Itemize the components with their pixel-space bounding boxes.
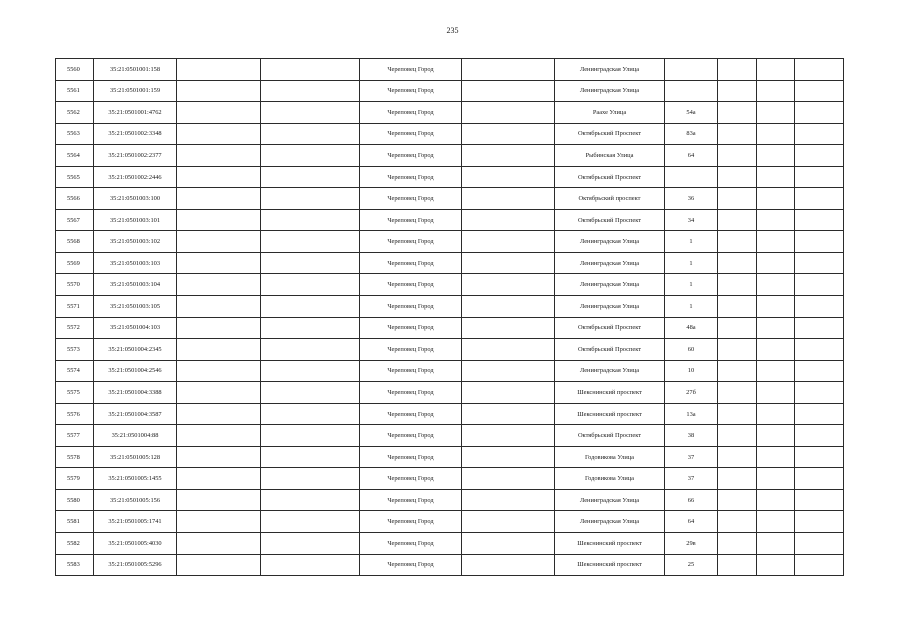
street-cell: Годовикова Улица — [555, 446, 665, 468]
empty-cell — [795, 425, 844, 447]
city-cell: Череповец Город — [360, 511, 462, 533]
table-row — [56, 59, 844, 81]
table-row — [56, 360, 844, 382]
street-cell: Октябрьский Проспект — [555, 209, 665, 231]
empty-cell — [795, 296, 844, 318]
house-number-cell: 38 — [665, 425, 718, 447]
street-cell: Октябрьский Проспект — [555, 339, 665, 361]
street-cell: Ленинградская Улица — [555, 511, 665, 533]
empty-cell — [718, 102, 757, 124]
empty-cell — [177, 252, 261, 274]
cadastral-number-cell: 35:21:0501005:156 — [94, 489, 177, 511]
street-cell: Ленинградская Улица — [555, 489, 665, 511]
empty-cell — [462, 209, 555, 231]
row-number-cell: 5567 — [56, 209, 94, 231]
table-row — [56, 533, 844, 555]
empty-cell — [795, 145, 844, 167]
empty-cell — [795, 80, 844, 102]
row-number-cell: 5576 — [56, 403, 94, 425]
city-cell: Череповец Город — [360, 252, 462, 274]
street-cell: Октябрьский Проспект — [555, 166, 665, 188]
empty-cell — [261, 382, 360, 404]
empty-cell — [462, 80, 555, 102]
empty-cell — [177, 533, 261, 555]
empty-cell — [462, 166, 555, 188]
empty-cell — [261, 166, 360, 188]
empty-cell — [795, 252, 844, 274]
empty-cell — [757, 166, 795, 188]
empty-cell — [757, 317, 795, 339]
cadastral-number-cell: 35:21:0501004:3587 — [94, 403, 177, 425]
row-number-cell: 5572 — [56, 317, 94, 339]
empty-cell — [757, 403, 795, 425]
row-number-cell: 5582 — [56, 533, 94, 555]
empty-cell — [718, 446, 757, 468]
empty-cell — [718, 317, 757, 339]
empty-cell — [462, 274, 555, 296]
street-cell: Шекснинский проспект — [555, 403, 665, 425]
table-row — [56, 123, 844, 145]
city-cell: Череповец Город — [360, 80, 462, 102]
empty-cell — [757, 468, 795, 490]
row-number-cell: 5577 — [56, 425, 94, 447]
street-cell: Раахе Улица — [555, 102, 665, 124]
table-body — [56, 59, 844, 576]
empty-cell — [757, 554, 795, 576]
empty-cell — [261, 317, 360, 339]
empty-cell — [177, 382, 261, 404]
empty-cell — [462, 188, 555, 210]
empty-cell — [795, 511, 844, 533]
empty-cell — [795, 446, 844, 468]
empty-cell — [177, 123, 261, 145]
house-number-cell: 83а — [665, 123, 718, 145]
empty-cell — [177, 403, 261, 425]
city-cell: Череповец Город — [360, 403, 462, 425]
empty-cell — [718, 231, 757, 253]
cadastral-number-cell: 35:21:0501004:103 — [94, 317, 177, 339]
table-row — [56, 102, 844, 124]
empty-cell — [795, 188, 844, 210]
street-cell: Октябрьский проспект — [555, 188, 665, 210]
empty-cell — [718, 274, 757, 296]
empty-cell — [795, 317, 844, 339]
table-row — [56, 382, 844, 404]
cadastral-number-cell: 35:21:0501001:4762 — [94, 102, 177, 124]
empty-cell — [462, 489, 555, 511]
empty-cell — [795, 59, 844, 81]
empty-cell — [462, 59, 555, 81]
empty-cell — [718, 554, 757, 576]
street-cell: Ленинградская Улица — [555, 252, 665, 274]
empty-cell — [462, 382, 555, 404]
empty-cell — [718, 468, 757, 490]
empty-cell — [718, 403, 757, 425]
empty-cell — [261, 446, 360, 468]
empty-cell — [462, 533, 555, 555]
city-cell: Череповец Город — [360, 489, 462, 511]
city-cell: Череповец Город — [360, 317, 462, 339]
empty-cell — [177, 317, 261, 339]
empty-cell — [718, 80, 757, 102]
row-number-cell: 5580 — [56, 489, 94, 511]
empty-cell — [261, 209, 360, 231]
empty-cell — [757, 446, 795, 468]
row-number-cell: 5561 — [56, 80, 94, 102]
empty-cell — [718, 188, 757, 210]
cadastral-number-cell: 35:21:0501004:2345 — [94, 339, 177, 361]
empty-cell — [757, 123, 795, 145]
house-number-cell — [665, 80, 718, 102]
empty-cell — [261, 102, 360, 124]
empty-cell — [718, 489, 757, 511]
street-cell: Октябрьский Проспект — [555, 123, 665, 145]
house-number-cell: 37 — [665, 446, 718, 468]
cadastral-number-cell: 35:21:0501005:1741 — [94, 511, 177, 533]
empty-cell — [718, 145, 757, 167]
empty-cell — [757, 489, 795, 511]
city-cell: Череповец Город — [360, 446, 462, 468]
city-cell: Череповец Город — [360, 425, 462, 447]
empty-cell — [757, 145, 795, 167]
row-number-cell: 5562 — [56, 102, 94, 124]
row-number-cell: 5564 — [56, 145, 94, 167]
empty-cell — [177, 425, 261, 447]
empty-cell — [177, 59, 261, 81]
empty-cell — [757, 296, 795, 318]
empty-cell — [757, 188, 795, 210]
empty-cell — [462, 339, 555, 361]
city-cell: Череповец Город — [360, 145, 462, 167]
empty-cell — [177, 339, 261, 361]
table-row — [56, 252, 844, 274]
empty-cell — [261, 188, 360, 210]
empty-cell — [177, 360, 261, 382]
house-number-cell: 66 — [665, 489, 718, 511]
empty-cell — [795, 489, 844, 511]
city-cell: Череповец Город — [360, 533, 462, 555]
cadastral-number-cell: 35:21:0501003:102 — [94, 231, 177, 253]
table-row — [56, 166, 844, 188]
house-number-cell: 64 — [665, 511, 718, 533]
empty-cell — [261, 145, 360, 167]
empty-cell — [177, 511, 261, 533]
empty-cell — [177, 188, 261, 210]
street-cell: Октябрьский Проспект — [555, 425, 665, 447]
cadastral-number-cell: 35:21:0501002:3348 — [94, 123, 177, 145]
empty-cell — [795, 102, 844, 124]
empty-cell — [757, 231, 795, 253]
row-number-cell: 5569 — [56, 252, 94, 274]
table-row — [56, 145, 844, 167]
table-row — [56, 403, 844, 425]
empty-cell — [795, 403, 844, 425]
row-number-cell: 5571 — [56, 296, 94, 318]
city-cell: Череповец Город — [360, 59, 462, 81]
table-row — [56, 339, 844, 361]
house-number-cell — [665, 166, 718, 188]
empty-cell — [718, 296, 757, 318]
row-number-cell: 5565 — [56, 166, 94, 188]
empty-cell — [795, 209, 844, 231]
city-cell: Череповец Город — [360, 360, 462, 382]
street-cell: Ленинградская Улица — [555, 274, 665, 296]
empty-cell — [177, 468, 261, 490]
empty-cell — [261, 360, 360, 382]
cadastral-number-cell: 35:21:0501003:105 — [94, 296, 177, 318]
empty-cell — [757, 80, 795, 102]
city-cell: Череповец Город — [360, 166, 462, 188]
empty-cell — [757, 252, 795, 274]
street-cell: Ленинградская Улица — [555, 80, 665, 102]
empty-cell — [261, 511, 360, 533]
empty-cell — [795, 274, 844, 296]
empty-cell — [718, 382, 757, 404]
empty-cell — [718, 123, 757, 145]
row-number-cell: 5568 — [56, 231, 94, 253]
city-cell: Череповец Город — [360, 554, 462, 576]
empty-cell — [261, 339, 360, 361]
empty-cell — [757, 59, 795, 81]
cadastral-number-cell: 35:21:0501003:103 — [94, 252, 177, 274]
empty-cell — [795, 360, 844, 382]
cadastral-number-cell: 35:21:0501005:4030 — [94, 533, 177, 555]
empty-cell — [718, 511, 757, 533]
house-number-cell: 29в — [665, 533, 718, 555]
street-cell: Октябрьский Проспект — [555, 317, 665, 339]
empty-cell — [177, 166, 261, 188]
empty-cell — [462, 123, 555, 145]
row-number-cell: 5560 — [56, 59, 94, 81]
street-cell: Ленинградская Улица — [555, 360, 665, 382]
row-number-cell: 5575 — [56, 382, 94, 404]
empty-cell — [462, 145, 555, 167]
empty-cell — [718, 533, 757, 555]
table-row — [56, 425, 844, 447]
house-number-cell: 60 — [665, 339, 718, 361]
empty-cell — [462, 317, 555, 339]
empty-cell — [462, 511, 555, 533]
empty-cell — [177, 145, 261, 167]
empty-cell — [462, 231, 555, 253]
empty-cell — [462, 252, 555, 274]
empty-cell — [718, 209, 757, 231]
empty-cell — [261, 59, 360, 81]
empty-cell — [261, 231, 360, 253]
empty-cell — [177, 102, 261, 124]
cadastral-number-cell: 35:21:0501004:2546 — [94, 360, 177, 382]
house-number-cell: 1 — [665, 252, 718, 274]
row-number-cell: 5574 — [56, 360, 94, 382]
empty-cell — [795, 468, 844, 490]
empty-cell — [261, 554, 360, 576]
empty-cell — [261, 123, 360, 145]
city-cell: Череповец Город — [360, 188, 462, 210]
table-row — [56, 274, 844, 296]
table-row — [56, 296, 844, 318]
empty-cell — [462, 468, 555, 490]
empty-cell — [177, 274, 261, 296]
empty-cell — [462, 446, 555, 468]
empty-cell — [177, 489, 261, 511]
city-cell: Череповец Город — [360, 382, 462, 404]
empty-cell — [261, 533, 360, 555]
cadastral-number-cell: 35:21:0501002:2446 — [94, 166, 177, 188]
city-cell: Череповец Город — [360, 468, 462, 490]
empty-cell — [718, 166, 757, 188]
empty-cell — [795, 339, 844, 361]
table-row — [56, 511, 844, 533]
empty-cell — [462, 554, 555, 576]
table-row — [56, 489, 844, 511]
empty-cell — [177, 231, 261, 253]
street-cell: Ленинградская Улица — [555, 59, 665, 81]
empty-cell — [462, 102, 555, 124]
city-cell: Череповец Город — [360, 123, 462, 145]
row-number-cell: 5581 — [56, 511, 94, 533]
page-number: 235 — [446, 26, 459, 35]
empty-cell — [757, 102, 795, 124]
registry-table — [55, 58, 844, 576]
empty-cell — [757, 533, 795, 555]
city-cell: Череповец Город — [360, 274, 462, 296]
table-row — [56, 446, 844, 468]
city-cell: Череповец Город — [360, 102, 462, 124]
table-row — [56, 80, 844, 102]
empty-cell — [718, 252, 757, 274]
empty-cell — [795, 554, 844, 576]
street-cell: Ленинградская Улица — [555, 296, 665, 318]
cadastral-number-cell: 35:21:0501001:158 — [94, 59, 177, 81]
cadastral-number-cell: 35:21:0501002:2377 — [94, 145, 177, 167]
cadastral-number-cell: 35:21:0501004:3388 — [94, 382, 177, 404]
street-cell: Шекснинский проспект — [555, 382, 665, 404]
empty-cell — [177, 209, 261, 231]
cadastral-number-cell: 35:21:0501001:159 — [94, 80, 177, 102]
empty-cell — [757, 274, 795, 296]
house-number-cell: 13а — [665, 403, 718, 425]
cadastral-number-cell: 35:21:0501003:100 — [94, 188, 177, 210]
empty-cell — [261, 425, 360, 447]
house-number-cell: 34 — [665, 209, 718, 231]
empty-cell — [757, 511, 795, 533]
cadastral-number-cell: 35:21:0501003:101 — [94, 209, 177, 231]
empty-cell — [795, 382, 844, 404]
house-number-cell: 27б — [665, 382, 718, 404]
row-number-cell: 5570 — [56, 274, 94, 296]
empty-cell — [757, 425, 795, 447]
empty-cell — [261, 296, 360, 318]
cadastral-number-cell: 35:21:0501003:104 — [94, 274, 177, 296]
house-number-cell: 10 — [665, 360, 718, 382]
house-number-cell: 54а — [665, 102, 718, 124]
table-row — [56, 231, 844, 253]
house-number-cell: 1 — [665, 274, 718, 296]
city-cell: Череповец Город — [360, 296, 462, 318]
house-number-cell — [665, 59, 718, 81]
city-cell: Череповец Город — [360, 231, 462, 253]
cadastral-number-cell: 35:21:0501004:88 — [94, 425, 177, 447]
empty-cell — [718, 339, 757, 361]
empty-cell — [718, 360, 757, 382]
empty-cell — [177, 446, 261, 468]
empty-cell — [261, 489, 360, 511]
empty-cell — [795, 166, 844, 188]
empty-cell — [718, 425, 757, 447]
table-row — [56, 209, 844, 231]
row-number-cell: 5566 — [56, 188, 94, 210]
street-cell: Годовикова Улица — [555, 468, 665, 490]
empty-cell — [462, 296, 555, 318]
empty-cell — [261, 252, 360, 274]
row-number-cell: 5578 — [56, 446, 94, 468]
empty-cell — [795, 123, 844, 145]
empty-cell — [757, 339, 795, 361]
empty-cell — [757, 382, 795, 404]
table-row — [56, 468, 844, 490]
empty-cell — [177, 554, 261, 576]
empty-cell — [261, 80, 360, 102]
empty-cell — [462, 360, 555, 382]
empty-cell — [261, 468, 360, 490]
house-number-cell: 48а — [665, 317, 718, 339]
house-number-cell: 1 — [665, 231, 718, 253]
street-cell: Шекснинский проспект — [555, 554, 665, 576]
house-number-cell: 25 — [665, 554, 718, 576]
row-number-cell: 5583 — [56, 554, 94, 576]
house-number-cell: 37 — [665, 468, 718, 490]
empty-cell — [757, 209, 795, 231]
row-number-cell: 5579 — [56, 468, 94, 490]
empty-cell — [795, 533, 844, 555]
empty-cell — [795, 231, 844, 253]
table-row — [56, 554, 844, 576]
empty-cell — [261, 274, 360, 296]
table-row — [56, 188, 844, 210]
empty-cell — [177, 80, 261, 102]
street-cell: Ленинградская Улица — [555, 231, 665, 253]
cadastral-number-cell: 35:21:0501005:1455 — [94, 468, 177, 490]
empty-cell — [757, 360, 795, 382]
city-cell: Череповец Город — [360, 209, 462, 231]
house-number-cell: 36 — [665, 188, 718, 210]
empty-cell — [718, 59, 757, 81]
empty-cell — [177, 296, 261, 318]
city-cell: Череповец Город — [360, 339, 462, 361]
house-number-cell: 1 — [665, 296, 718, 318]
row-number-cell: 5563 — [56, 123, 94, 145]
empty-cell — [462, 425, 555, 447]
table-row — [56, 317, 844, 339]
street-cell: Шекснинский проспект — [555, 533, 665, 555]
house-number-cell: 64 — [665, 145, 718, 167]
row-number-cell: 5573 — [56, 339, 94, 361]
street-cell: Рыбинская Улица — [555, 145, 665, 167]
empty-cell — [261, 403, 360, 425]
cadastral-number-cell: 35:21:0501005:128 — [94, 446, 177, 468]
empty-cell — [462, 403, 555, 425]
cadastral-number-cell: 35:21:0501005:5296 — [94, 554, 177, 576]
